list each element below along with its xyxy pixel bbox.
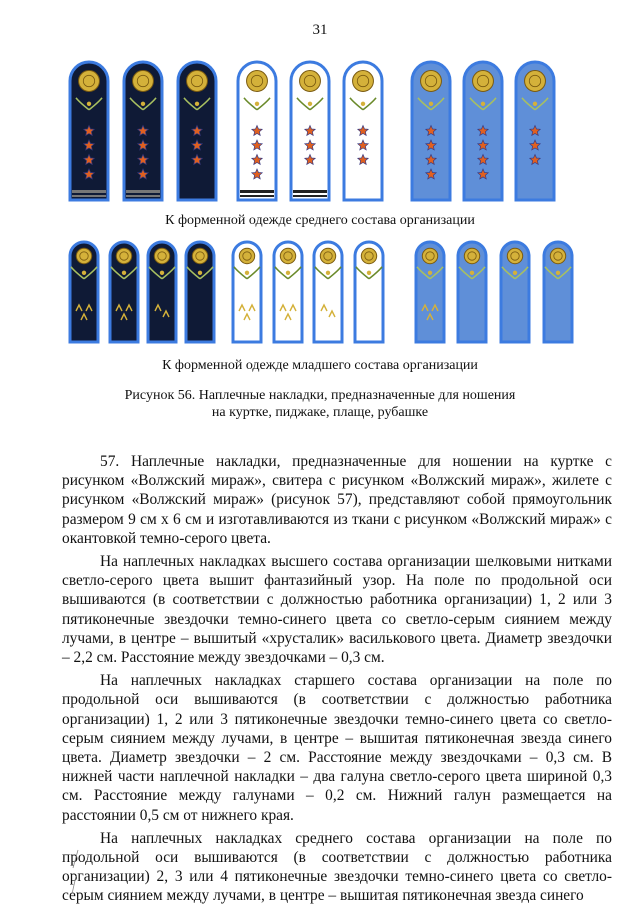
button-icon bbox=[320, 248, 335, 263]
figure-caption-line-1: Рисунок 56. Наплечные накладки, предназначенные для ношения bbox=[124, 388, 516, 403]
figure-caption-line-2: на куртке, пиджаке, плаще, рубашке bbox=[211, 405, 429, 420]
button-icon bbox=[473, 71, 494, 92]
shoulder-strap bbox=[458, 242, 486, 342]
shoulder-strap bbox=[178, 62, 216, 200]
figure-caption bbox=[0, 387, 640, 421]
shoulder-strap bbox=[70, 242, 98, 342]
shoulder-strap bbox=[124, 62, 162, 200]
galloon-stripe bbox=[240, 195, 274, 197]
junior-staff-straps-illustration bbox=[0, 238, 640, 348]
shoulder-strap bbox=[412, 62, 450, 200]
button-icon bbox=[507, 248, 522, 263]
shoulder-strap bbox=[291, 62, 329, 200]
galloon-stripe bbox=[126, 195, 160, 197]
paragraph-senior-top: На наплечных накладках высшего состава организации шелковыми нитками светло-серого цвета вышит фантазийный узор. На поле по продольной оси вышиваются (в соответствии с должностью работника организации) 1, 2 или 3 пятиконечные звездочки темно-синего цвета со светло-серым сиянием между лучами, в центре – вышитый «хрусталик» василькового цвета. Диаметр звездочки – 2,2 см. Расстояние между звездочками – 0,3 см. bbox=[62, 553, 612, 667]
shoulder-strap bbox=[544, 242, 572, 342]
shoulder-strap bbox=[355, 242, 383, 342]
shoulder-strap bbox=[274, 242, 302, 342]
button-icon bbox=[550, 248, 565, 263]
shoulder-strap bbox=[238, 62, 276, 200]
paragraph-57: 57. Наплечные накладки, предназначенные для ношении на куртке с рисунком «Волжский мираж», свитера с рисунком «Волжский мираж», жилете с рисунком «Волжский мираж» (рисунок 57), представляют собой прямоугольник размером 9 см х 6 см и изготавливаются из ткани с рисунком «Волжский мираж» с окантовкой темно-серого цвета. bbox=[62, 453, 612, 547]
button-icon bbox=[422, 248, 437, 263]
button-icon bbox=[353, 71, 374, 92]
shoulder-strap bbox=[464, 62, 502, 200]
shoulder-strap bbox=[148, 242, 176, 342]
shoulder-strap bbox=[344, 62, 382, 200]
page-number: 31 bbox=[312, 22, 328, 38]
button-icon bbox=[192, 248, 207, 263]
button-icon bbox=[239, 248, 254, 263]
button-icon bbox=[133, 71, 154, 92]
body-text bbox=[62, 452, 612, 906]
button-icon bbox=[76, 248, 91, 263]
paragraph-middle: На наплечных накладках среднего состава организации на поле по продольной оси вышиваются (в соответствии с должностью работника организации) 2, 3 или 4 пятиконечные звездочки темно-синего цвета со светло-серым сиянием между лучами, в центре – вышитая пятиконечная звезда синего bbox=[62, 829, 612, 905]
button-icon bbox=[247, 71, 268, 92]
junior-staff-straps-row bbox=[0, 238, 640, 348]
button-icon bbox=[79, 71, 100, 92]
galloon-stripe bbox=[72, 190, 106, 193]
galloon-stripe bbox=[293, 190, 327, 193]
shoulder-strap bbox=[516, 62, 554, 200]
senior-staff-straps-illustration bbox=[0, 58, 640, 208]
button-icon bbox=[464, 248, 479, 263]
paragraph-senior: На наплечных накладках старшего состава организации на поле по продольной оси вышиваются (в соответствии с должностью работника организации) 1, 2 или 3 пятиконечные звездочки темно-синего цвета со светло-серым сиянием между лучами, в центре – вышитая пятиконечная звезда синего цвета. Диаметр звездочки – 2 см. Расстояние между звездочками – 0,3 см. В нижней части наплечной накладки – два галуна светло-серого цвета шириной 0,3 см. Расстояние между галунами – 0,2 см. Нижний галун размещается на расстоянии 0,5 см от нижнего края. bbox=[62, 672, 612, 824]
galloon-stripe bbox=[72, 195, 106, 197]
shoulder-strap bbox=[186, 242, 214, 342]
galloon-stripe bbox=[240, 190, 274, 193]
button-icon bbox=[361, 248, 376, 263]
button-icon bbox=[116, 248, 131, 263]
shoulder-strap bbox=[416, 242, 444, 342]
shoulder-strap bbox=[501, 242, 529, 342]
button-icon bbox=[280, 248, 295, 263]
junior-straps-caption: К форменной одежде младшего состава организации bbox=[162, 358, 478, 373]
shoulder-strap bbox=[314, 242, 342, 342]
galloon-stripe bbox=[293, 195, 327, 197]
button-icon bbox=[300, 71, 321, 92]
button-icon bbox=[154, 248, 169, 263]
shoulder-strap bbox=[70, 62, 108, 200]
shoulder-strap bbox=[110, 242, 138, 342]
senior-staff-straps-row bbox=[0, 58, 640, 208]
senior-straps-caption: К форменной одежде среднего состава организации bbox=[165, 213, 475, 228]
button-icon bbox=[187, 71, 208, 92]
galloon-stripe bbox=[126, 190, 160, 193]
button-icon bbox=[525, 71, 546, 92]
shoulder-strap bbox=[233, 242, 261, 342]
scan-mark bbox=[70, 848, 80, 898]
button-icon bbox=[421, 71, 442, 92]
